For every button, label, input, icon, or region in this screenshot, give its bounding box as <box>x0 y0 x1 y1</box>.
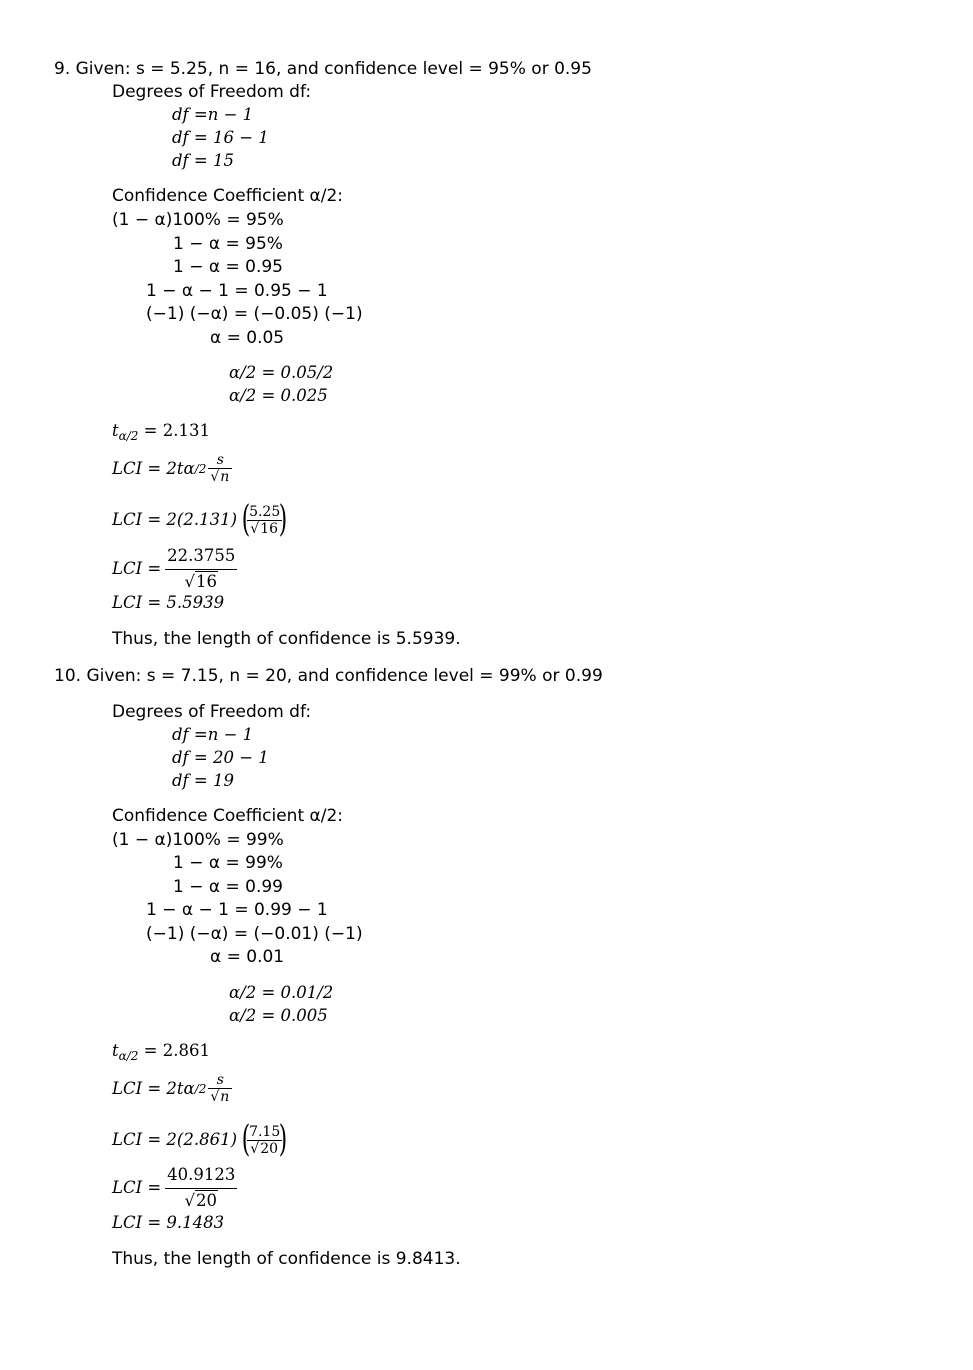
radicand: 20 <box>260 1140 279 1157</box>
radicand: 16 <box>260 520 279 537</box>
cc-line: (1 − α)100% = 95% <box>112 210 284 230</box>
s-over-root-n <box>208 452 232 485</box>
radicand: n <box>220 469 230 485</box>
right-paren: ) <box>279 499 288 540</box>
cc-line: (1 − α)100% = 99% <box>112 830 284 850</box>
t-symbol: t <box>112 1041 119 1060</box>
cc-heading: Confidence Coefficient α/2: <box>112 186 344 206</box>
radicand: 20 <box>196 1191 218 1210</box>
fraction-numerator: 7.15 <box>249 1123 281 1140</box>
df-heading: Degrees of Freedom df: <box>112 82 312 102</box>
s-over-root-n <box>208 1072 232 1105</box>
t-subscript: α/2 <box>118 1049 139 1063</box>
lci-fraction <box>112 546 237 592</box>
fraction-numerator: s <box>216 452 224 468</box>
fraction-numerator: 22.3755 <box>167 546 236 565</box>
sqrt-sign: √ <box>184 572 196 591</box>
lci-formula <box>112 1072 232 1105</box>
half-alpha-line: α/2 = 0.025 <box>229 386 328 405</box>
t-critical-value <box>112 420 210 447</box>
s-over-root-n-values <box>247 504 282 537</box>
fraction-numerator: 5.25 <box>249 503 281 520</box>
radicand: 16 <box>196 572 218 591</box>
df-line: df =n − 1 <box>172 725 254 744</box>
df-line: df = 16 − 1 <box>172 128 269 147</box>
df-line: df = 19 <box>172 771 234 790</box>
lci-result: LCI = 5.5939 <box>112 593 225 612</box>
cc-line: (−1) (−α) = (−0.01) (−1) <box>146 924 363 944</box>
fraction-numerator: s <box>216 1072 224 1088</box>
fraction-denominator <box>208 468 232 485</box>
t-symbol: t <box>112 421 119 440</box>
left-paren: ( <box>241 1119 251 1160</box>
cc-line: 1 − α = 0.95 <box>173 257 283 277</box>
fraction-denominator <box>247 520 282 537</box>
lci-fraction <box>112 1165 237 1211</box>
half-alpha-line: α/2 = 0.05/2 <box>229 363 334 382</box>
left-paren: ( <box>241 499 251 540</box>
fraction-numerator: 40.9123 <box>167 1165 236 1184</box>
fraction-denominator <box>208 1088 232 1105</box>
t-value: = 2.131 <box>143 421 210 440</box>
cc-heading: Confidence Coefficient α/2: <box>112 806 344 826</box>
cc-line: 1 − α = 0.99 <box>173 877 283 897</box>
fraction-denominator <box>247 1140 282 1157</box>
lci-formula <box>112 452 232 485</box>
cc-line: (−1) (−α) = (−0.05) (−1) <box>146 304 363 324</box>
df-heading: Degrees of Freedom df: <box>112 702 312 722</box>
t-value: = 2.861 <box>143 1041 210 1060</box>
lci-formula-prefix: LCI = 2tα <box>112 1078 195 1098</box>
lci-sub-prefix: LCI = 2(2.861) <box>112 1130 238 1149</box>
s-over-root-n-values <box>247 1124 282 1157</box>
conclusion: Thus, the length of confidence is 9.8413. <box>112 1249 461 1269</box>
cc-line: 1 − α − 1 = 0.95 − 1 <box>146 281 328 301</box>
cc-line: α = 0.05 <box>210 328 285 348</box>
problem-10-given: 10. Given: s = 7.15, n = 20, and confidence level = 99% or 0.99 <box>54 666 603 686</box>
t-critical-value <box>112 1040 210 1067</box>
lci-result: LCI = 9.1483 <box>112 1213 225 1232</box>
cc-line: 1 − α = 99% <box>173 853 283 873</box>
df-line: df =n − 1 <box>172 105 254 124</box>
sqrt-sign: √ <box>250 520 260 537</box>
cc-line: α = 0.01 <box>210 947 285 967</box>
radicand: n <box>220 1089 230 1105</box>
lci-label: LCI = <box>112 559 162 578</box>
cc-line: 1 − α = 95% <box>173 234 283 254</box>
df-line: df = 20 − 1 <box>172 748 269 767</box>
cc-line: 1 − α − 1 = 0.99 − 1 <box>146 900 328 920</box>
sqrt-sign: √ <box>184 1191 196 1210</box>
lci-sub-prefix: LCI = 2(2.131) <box>112 510 238 529</box>
fraction-denominator <box>165 569 237 592</box>
df-line: df = 15 <box>172 151 234 170</box>
fraction-denominator <box>165 1188 237 1211</box>
lci-formula-prefix: LCI = 2tα <box>112 458 195 478</box>
right-paren: ) <box>279 1119 288 1160</box>
lci-substitution <box>112 500 290 540</box>
lci-fraction-value <box>165 546 237 592</box>
sqrt-sign: √ <box>210 469 220 485</box>
half-subscript: /2 <box>194 461 207 476</box>
problem-9-given: 9. Given: s = 5.25, n = 16, and confidence level = 95% or 0.95 <box>54 59 592 79</box>
t-subscript: α/2 <box>118 429 139 443</box>
sqrt-sign: √ <box>250 1140 260 1157</box>
half-alpha-line: α/2 = 0.01/2 <box>229 983 334 1002</box>
conclusion: Thus, the length of confidence is 5.5939. <box>112 629 461 649</box>
half-alpha-line: α/2 = 0.005 <box>229 1006 328 1025</box>
lci-label: LCI = <box>112 1178 162 1197</box>
lci-fraction-value <box>165 1165 237 1211</box>
lci-substitution <box>112 1120 290 1160</box>
half-subscript: /2 <box>194 1081 207 1096</box>
sqrt-sign: √ <box>210 1089 220 1105</box>
